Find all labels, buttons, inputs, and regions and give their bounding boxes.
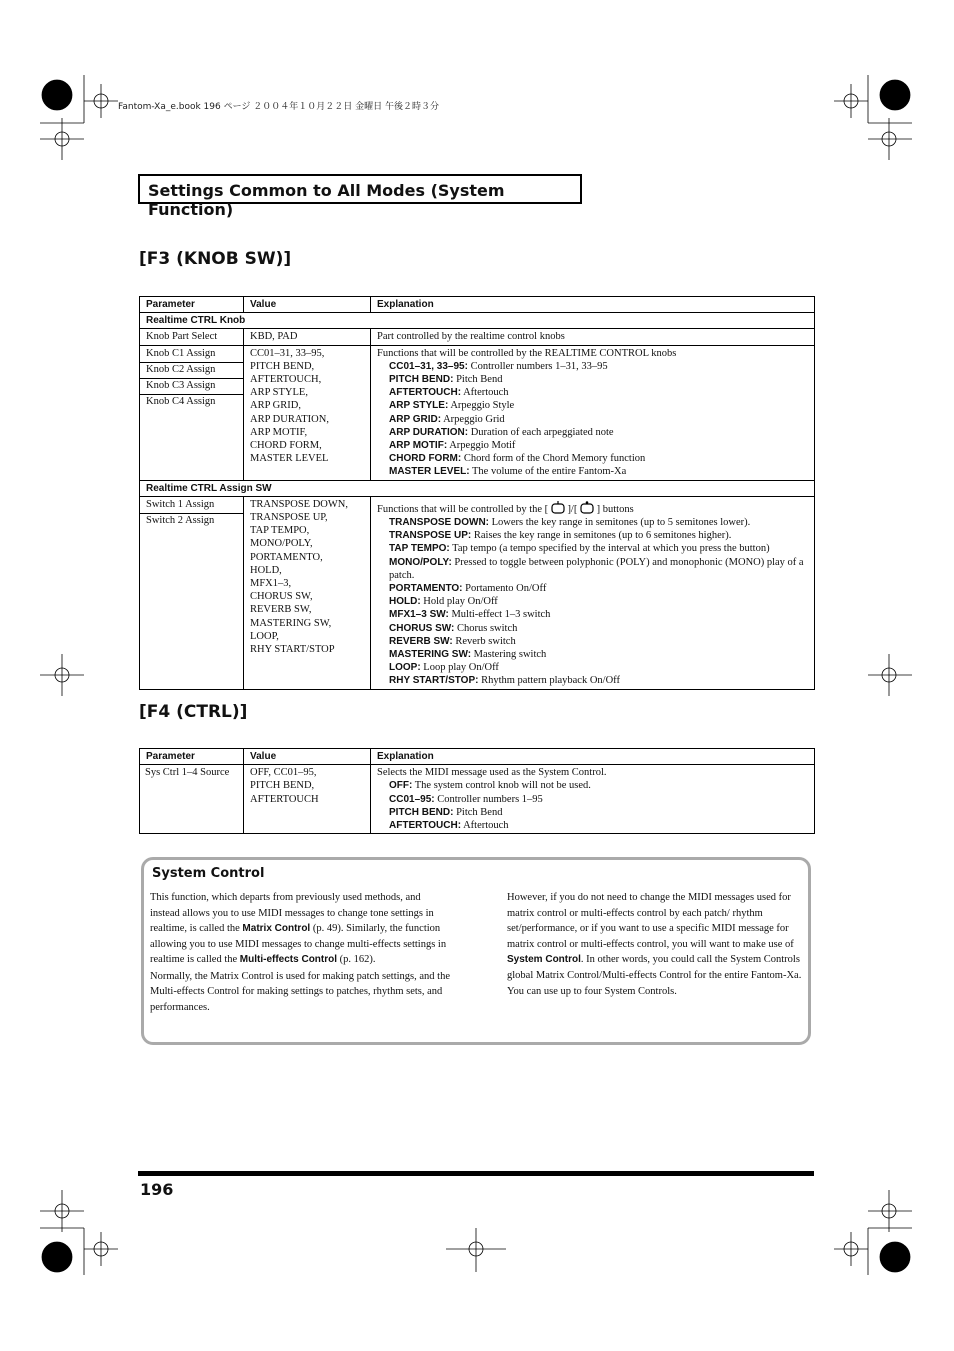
explanation-item: MASTER LEVEL: The volume of the entire Fantom-Xa [389,466,627,478]
explanation-item: CC01–95: Controller numbers 1–95 [389,793,543,805]
explanation-item: RHY START/STOP: Rhythm pattern playback On/Off [389,675,620,687]
param-cell: Sys Ctrl 1–4 Source [140,765,244,834]
table-header-row [140,297,815,313]
explanation-intro: Functions that will be controlled by the REALTIME CONTROL knobs [377,347,677,359]
group-realtime-ctrl-knob: Realtime CTRL Knob [140,313,815,329]
explanation-item: AFTERTOUCH: Aftertouch [389,387,509,399]
explanation-item: TRANSPOSE UP: Raises the key range in semitones (up to 6 semitones higher). [389,530,732,542]
value-line: CC01–31, 33–95, [250,347,325,359]
switch-values-cell [244,496,371,689]
infobox-paragraph: This function, which departs from previously used methods, and instead allows you to use MIDI messages to change tone settings in realtime, is called the Matrix Control (p. 49). Similarly, the function allowing you to use MIDI messages to change multi-effects settings in realtime is called the Multi-effects Control (p. 162). [150,892,447,965]
explanation-item: MONO/POLY: Pressed to toggle between polyphonic (POLY) and monophonic (MONO) play of a patch. [389,556,804,581]
explanation-item: CC01–31, 33–95: Controller numbers 1–31, 33–95 [389,360,608,372]
param-switch-2: Switch 2 Assign [146,514,215,526]
col-parameter: Parameter [140,297,244,313]
col-value: Value [244,297,371,313]
explanation-item: PITCH BEND: Pitch Bend [389,374,503,386]
value-line: AFTERTOUCH [250,793,319,805]
knob-explanation-cell [371,345,815,480]
explanation-item: MFX1–3 SW: Multi-effect 1–3 switch [389,609,551,621]
explanation-item: ARP GRID: Arpeggio Grid [389,413,505,425]
value-cell [244,765,371,834]
value-line: AFTERTOUCH, [250,374,322,386]
f4-heading: [F4 (CTRL)] [139,702,248,722]
value-line: PITCH BEND, [250,360,315,372]
infobox-paragraph: Normally, the Matrix Control is used for making patch settings, and the Multi-effects Control for making settings to patches, rhythm sets, and performances. [150,970,450,1013]
param-knob-c3: Knob C3 Assign [140,379,243,395]
table-row [140,329,815,345]
value-line: RHY START/STOP [250,644,335,656]
page-number: 196 [140,1180,174,1199]
value-line: CHORD FORM, [250,440,322,452]
value-line: PITCH BEND, [250,780,315,792]
explanation-item: OFF: The system control knob will not be used. [389,780,591,792]
table-row [140,345,815,480]
infobox-paragraph: You can use up to four System Controls. [507,986,677,997]
file-info-header: Fantom-Xa_e.book 196 ページ ２００４年１０月２２日 金曜日 午後２時３分 [118,102,439,112]
explanation-item: ARP STYLE: Arpeggio Style [389,400,515,412]
switch-2-button-icon [580,501,594,514]
value-line: PORTAMENTO, [250,551,323,563]
value-line: ARP STYLE, [250,387,308,399]
col-parameter: Parameter [140,749,244,765]
param-knob-c4: Knob C4 Assign [146,395,216,407]
value-line: CHORUS SW, [250,591,313,603]
switch-1-button-icon [551,501,565,514]
system-control-infobox [141,857,811,1045]
knob-params-cell [140,345,244,480]
section-title-box [138,174,582,219]
value-line: TRANSPOSE UP, [250,512,328,524]
value-line: OFF, CC01–95, [250,767,317,779]
value-line: MFX1–3, [250,578,292,590]
explanation-item: ARP DURATION: Duration of each arpeggiated note [389,426,614,438]
value-line: ARP DURATION, [250,413,329,425]
infobox-title: System Control [152,866,265,881]
param-knob-c1: Knob C1 Assign [140,347,243,363]
table-row [140,496,815,689]
value-line: MASTER LEVEL [250,453,329,465]
param-switch-1: Switch 1 Assign [140,498,243,514]
explanation-item: TAP TEMPO: Tap tempo (a tempo specified by the interval at which you press the button) [389,543,770,555]
value-line: ARP GRID, [250,400,301,412]
value-line: HOLD, [250,564,282,576]
col-explanation: Explanation [371,297,815,313]
explanation-item: MASTERING SW: Mastering switch [389,649,547,661]
section-title: Settings Common to All Modes (System Function) [148,181,505,219]
value-line: TRANSPOSE DOWN, [250,498,349,510]
infobox-right-column [507,890,805,1001]
value-line: ARP MOTIF, [250,426,308,438]
value-cell: KBD, PAD [244,329,371,345]
infobox-paragraph: However, if you do not need to change the MIDI messages used for matrix control or multi-effects control by each patch/ rhythm set/performance, or if you want to use a specific MIDI message for matrix control or multi-effects control, you will want to make use of System Control. In other words, you could call the System Controls global Matrix Control/Multi-effects Control for the entire Fantom-Xa. [507,892,802,981]
knob-values-cell [244,345,371,480]
col-value: Value [244,749,371,765]
value-line: REVERB SW, [250,604,312,616]
value-line: MASTERING SW, [250,617,332,629]
table-header-row [140,749,815,765]
explanation-item: HOLD: Hold play On/Off [389,596,498,608]
infobox-left-column [150,890,450,1016]
explanation-item: TRANSPOSE DOWN: Lowers the key range in semitones (up to 5 semitones lower). [389,517,751,529]
explanation-item: LOOP: Loop play On/Off [389,662,499,674]
f4-table [139,748,815,834]
explanation-item: AFTERTOUCH: Aftertouch [389,820,509,832]
explanation-item: PORTAMENTO: Portamento On/Off [389,583,547,595]
explanation-cell [371,765,815,834]
explanation-intro: Functions that will be controlled by the [ ]/[ ] buttons [377,501,808,516]
group-realtime-ctrl-assign-sw: Realtime CTRL Assign SW [140,480,815,496]
explanation-item: CHORD FORM: Chord form of the Chord Memory function [389,453,646,465]
f3-table [139,296,815,690]
switch-params-cell [140,496,244,689]
explanation-item: PITCH BEND: Pitch Bend [389,806,503,818]
value-line: TAP TEMPO, [250,525,310,537]
param-knob-c2: Knob C2 Assign [140,363,243,379]
col-explanation: Explanation [371,749,815,765]
explanation-item: CHORUS SW: Chorus switch [389,622,518,634]
param-cell: Knob Part Select [140,329,244,345]
value-line: MONO/POLY, [250,538,313,550]
explanation-item: REVERB SW: Reverb switch [389,635,516,647]
f3-heading: [F3 (KNOB SW)] [139,249,292,269]
switch-explanation-cell [371,496,815,689]
explanation-item: ARP MOTIF: Arpeggio Motif [389,440,516,452]
explanation-cell: Part controlled by the realtime control knobs [371,329,815,345]
value-line: LOOP, [250,630,279,642]
footer-rule [138,1171,814,1176]
explanation-intro: Selects the MIDI message used as the System Control. [377,767,607,779]
table-row [140,765,815,834]
